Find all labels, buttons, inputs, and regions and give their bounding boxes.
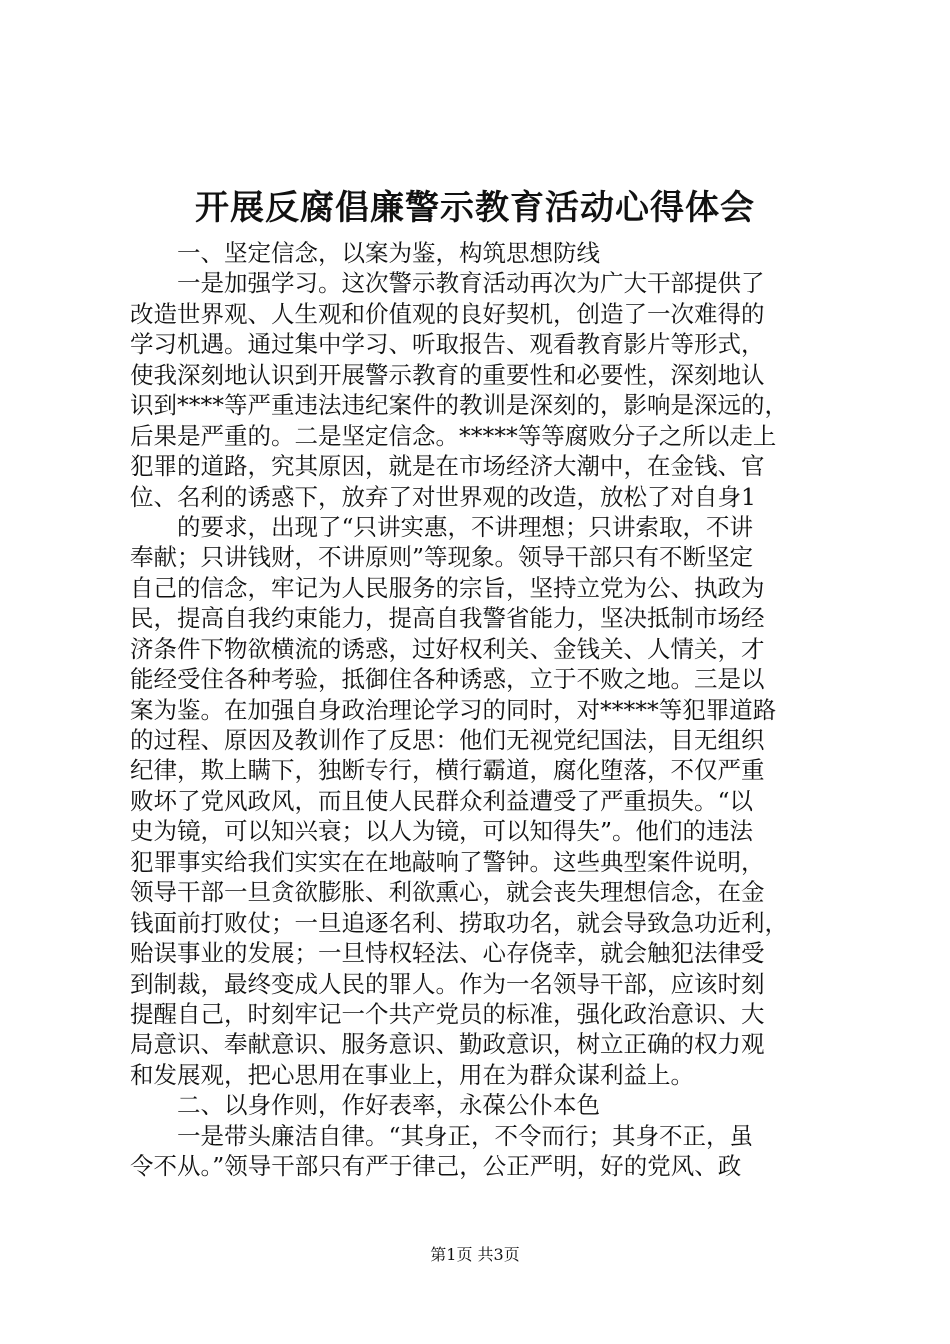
paragraph-line: 犯罪事实给我们实实在在地敲响了警钟。这些典型案件说明， xyxy=(130,847,765,876)
paragraph-line: 提醒自己，时刻牢记一个共产党员的标准，强化政治意识、大 xyxy=(130,999,765,1028)
paragraph-line: 能经受住各种考验，抵御住各种诱惑，立于不败之地。三是以 xyxy=(130,665,765,694)
section-heading-2: 二、以身作则，作好表率，永葆公仆本色 xyxy=(177,1091,600,1120)
paragraph-line: 改造世界观、人生观和价值观的良好契机，创造了一次难得的 xyxy=(130,299,765,328)
paragraph-line: 领导干部一旦贪欲膨胀、利欲熏心，就会丧失理想信念，在金 xyxy=(130,878,765,907)
paragraph-line: 纪律，欺上瞒下，独断专行，横行霸道，腐化堕落，不仅严重 xyxy=(130,756,765,785)
paragraph-line: 位、名利的诱惑下，放弃了对世界观的改造，放松了对自身1 xyxy=(130,482,756,511)
paragraph-line: 贻误事业的发展；一旦恃权轻法、心存侥幸，就会触犯法律受 xyxy=(130,939,765,968)
paragraph-line: 败坏了党风政风，而且使人民群众利益遭受了严重损失。“以 xyxy=(130,786,754,815)
paragraph-line: 的过程、原因及教训作了反思：他们无视党纪国法，目无组织 xyxy=(130,726,765,754)
paragraph-line: 到制裁，最终变成人民的罪人。作为一名领导干部，应该时刻 xyxy=(130,969,765,998)
paragraph-line: 和发展观，把心思用在事业上，用在为群众谋利益上。 xyxy=(130,1060,694,1089)
paragraph-line: 学习机遇。通过集中学习、听取报告、观看教育影片等形式， xyxy=(130,330,765,359)
paragraph-line: 民，提高自我约束能力，提高自我警省能力，坚决抵制市场经 xyxy=(130,604,765,633)
paragraph-line: 一是带头廉洁自律。“其身正，不令而行；其身不正，虽 xyxy=(177,1121,754,1150)
paragraph-line: 的要求，出现了“只讲实惠，不讲理想；只讲索取，不讲 xyxy=(177,512,754,541)
section-heading-1: 一、坚定信念，以案为鉴，构筑思想防线 xyxy=(177,239,600,267)
paragraph-line: 令不从。”领导干部只有严于律己，公正严明，好的党风、政 xyxy=(130,1152,742,1181)
paragraph-line: 局意识、奉献意识、服务意识、勤政意识，树立正确的权力观 xyxy=(130,1030,765,1059)
paragraph-line: 识到****等严重违法违纪案件的教训是深刻的，影响是深远的， xyxy=(130,391,788,420)
paragraph-line: 济条件下物欲横流的诱惑，过好权利关、金钱关、人情关，才 xyxy=(130,634,765,663)
paragraph-line: 钱面前打败仗；一旦追逐名利、捞取功名，就会导致急功近利， xyxy=(130,908,788,937)
document-title: 开展反腐倡廉警示教育活动心得体会 xyxy=(195,188,755,228)
paragraph-line: 案为鉴。在加强自身政治理论学习的同时，对*****等犯罪道路 xyxy=(130,695,777,724)
paragraph-line: 使我深刻地认识到开展警示教育的重要性和必要性，深刻地认 xyxy=(130,360,765,389)
paragraph-line: 犯罪的道路，究其原因，就是在市场经济大潮中，在金钱、官 xyxy=(130,452,765,481)
paragraph-line: 史为镜，可以知兴衰；以人为镜，可以知得失”。他们的违法 xyxy=(130,817,754,846)
document-body xyxy=(130,238,830,1182)
paragraph-line: 一是加强学习。这次警示教育活动再次为广大干部提供了 xyxy=(177,269,765,298)
paragraph-line: 自己的信念，牢记为人民服务的宗旨，坚持立党为公、执政为 xyxy=(130,573,765,602)
paragraph-line: 奉献；只讲钱财，不讲原则”等现象。领导干部只有不断坚定 xyxy=(130,543,754,572)
paragraph-line: 后果是严重的。二是坚定信念。*****等等腐败分子之所以走上 xyxy=(130,421,777,450)
page-footer: 第1页 共3页 xyxy=(430,1245,520,1264)
